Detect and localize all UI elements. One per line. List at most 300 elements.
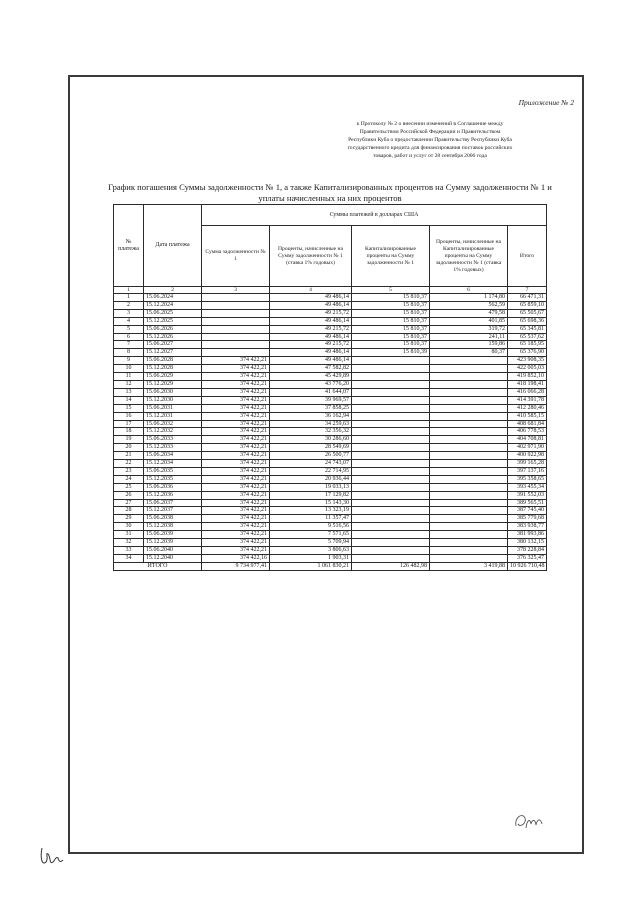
row-capitalized: 15 810,37 bbox=[352, 341, 430, 349]
schedule-title bbox=[100, 182, 560, 204]
header-amounts-group: Суммы платежей в долларах США bbox=[202, 205, 547, 226]
row-date: 15.12.2031 bbox=[144, 412, 202, 420]
row-debt: 374 422,21 bbox=[202, 539, 270, 547]
row-total: 410 585,15 bbox=[508, 412, 547, 420]
row-number: 1 bbox=[114, 294, 144, 302]
row-interest: 17 129,82 bbox=[270, 491, 352, 499]
row-total: 422 005,03 bbox=[508, 365, 547, 373]
row-number: 2 bbox=[114, 301, 144, 309]
header-debt: Сумма задолженности № 1 bbox=[202, 226, 270, 287]
row-number: 3 bbox=[114, 309, 144, 317]
header-total: Итого bbox=[508, 226, 547, 287]
row-total: 406 778,53 bbox=[508, 428, 547, 436]
row-number: 22 bbox=[114, 460, 144, 468]
row-date: 15.06.2026 bbox=[144, 325, 202, 333]
row-debt: 374 422,21 bbox=[202, 499, 270, 507]
row-date: 15.12.2036 bbox=[144, 491, 202, 499]
row-number: 4 bbox=[114, 317, 144, 325]
row-interest: 22 714,95 bbox=[270, 467, 352, 475]
row-capitalized: 15 810,37 bbox=[352, 301, 430, 309]
table-row bbox=[114, 460, 547, 468]
row-capitalized-interest bbox=[430, 428, 508, 436]
row-interest: 34 259,63 bbox=[270, 420, 352, 428]
row-date: 15.06.2027 bbox=[144, 341, 202, 349]
row-date: 15.12.2025 bbox=[144, 317, 202, 325]
row-interest: 32 356,32 bbox=[270, 428, 352, 436]
row-date: 15.12.2038 bbox=[144, 523, 202, 531]
row-total: 404 708,81 bbox=[508, 436, 547, 444]
row-total: 393 455,34 bbox=[508, 483, 547, 491]
row-total: 395 358,65 bbox=[508, 475, 547, 483]
row-capitalized-interest bbox=[430, 373, 508, 381]
row-debt: 374 422,21 bbox=[202, 491, 270, 499]
row-number: 30 bbox=[114, 523, 144, 531]
row-capitalized bbox=[352, 523, 430, 531]
totals-interest: 1 061 830,21 bbox=[270, 562, 352, 570]
table-row bbox=[114, 325, 547, 333]
row-number: 31 bbox=[114, 531, 144, 539]
row-debt: 374 422,21 bbox=[202, 380, 270, 388]
row-date: 15.06.2029 bbox=[144, 373, 202, 381]
row-date: 15.06.2038 bbox=[144, 515, 202, 523]
row-total: 399 165,28 bbox=[508, 460, 547, 468]
table-row bbox=[114, 428, 547, 436]
table-row bbox=[114, 388, 547, 396]
preamble-line: Правительством Российской Федерации и Правительством bbox=[359, 129, 501, 135]
preamble-line: к Протоколу № 2 о внесении изменений в Соглашение между bbox=[356, 121, 504, 127]
row-capitalized bbox=[352, 444, 430, 452]
row-number: 8 bbox=[114, 349, 144, 357]
row-number: 28 bbox=[114, 507, 144, 515]
row-capitalized bbox=[352, 436, 430, 444]
row-number: 11 bbox=[114, 373, 144, 381]
row-interest: 43 776,20 bbox=[270, 380, 352, 388]
row-debt bbox=[202, 349, 270, 357]
row-capitalized bbox=[352, 365, 430, 373]
row-total: 389 565,51 bbox=[508, 499, 547, 507]
row-debt: 374 422,21 bbox=[202, 547, 270, 555]
row-number: 26 bbox=[114, 491, 144, 499]
table-row bbox=[114, 420, 547, 428]
row-number: 10 bbox=[114, 365, 144, 373]
row-date: 15.06.2032 bbox=[144, 420, 202, 428]
table-row bbox=[114, 507, 547, 515]
row-debt: 374 422,21 bbox=[202, 475, 270, 483]
row-debt: 374 422,21 bbox=[202, 373, 270, 381]
row-total: 416 066,28 bbox=[508, 388, 547, 396]
table-row bbox=[114, 301, 547, 309]
row-interest: 39 969,57 bbox=[270, 396, 352, 404]
row-interest: 19 033,13 bbox=[270, 483, 352, 491]
totals-row bbox=[114, 562, 547, 570]
column-number-row bbox=[114, 287, 547, 294]
table-row bbox=[114, 475, 547, 483]
table-row bbox=[114, 309, 547, 317]
row-interest: 11 357,47 bbox=[270, 515, 352, 523]
row-number: 18 bbox=[114, 428, 144, 436]
row-number: 5 bbox=[114, 325, 144, 333]
table-row bbox=[114, 349, 547, 357]
row-interest: 3 806,63 bbox=[270, 547, 352, 555]
row-capitalized bbox=[352, 531, 430, 539]
row-number: 6 bbox=[114, 333, 144, 341]
row-total: 381 993,86 bbox=[508, 531, 547, 539]
row-debt: 374 422,21 bbox=[202, 452, 270, 460]
totals-capitalized: 126 482,98 bbox=[352, 562, 430, 570]
row-interest: 30 286,60 bbox=[270, 436, 352, 444]
row-capitalized-interest bbox=[430, 396, 508, 404]
row-date: 15.06.2033 bbox=[144, 436, 202, 444]
row-date: 15.06.2040 bbox=[144, 547, 202, 555]
row-date: 15.12.2024 bbox=[144, 301, 202, 309]
row-total: 380 132,15 bbox=[508, 539, 547, 547]
row-number: 17 bbox=[114, 420, 144, 428]
row-interest: 49 486,14 bbox=[270, 357, 352, 365]
row-capitalized: 15 810,37 bbox=[352, 333, 430, 341]
row-capitalized: 15 810,39 bbox=[352, 349, 430, 357]
schedule-body bbox=[114, 294, 547, 563]
row-capitalized bbox=[352, 388, 430, 396]
row-capitalized-interest bbox=[430, 412, 508, 420]
row-debt: 374 422,21 bbox=[202, 467, 270, 475]
row-capitalized bbox=[352, 373, 430, 381]
signature-initials bbox=[512, 808, 548, 834]
row-number: 7 bbox=[114, 341, 144, 349]
row-number: 13 bbox=[114, 388, 144, 396]
row-debt: 374 422,21 bbox=[202, 436, 270, 444]
row-capitalized bbox=[352, 412, 430, 420]
row-number: 16 bbox=[114, 412, 144, 420]
row-capitalized-interest bbox=[430, 539, 508, 547]
row-capitalized-interest: 479,58 bbox=[430, 309, 508, 317]
title-line: График погашения Суммы задолженности № 1, а также Капитализированных процентов на Сумму задолженности № 1 и bbox=[108, 182, 552, 192]
row-date: 15.06.2037 bbox=[144, 499, 202, 507]
row-capitalized-interest: 159,86 bbox=[430, 341, 508, 349]
row-debt: 374 422,21 bbox=[202, 507, 270, 515]
row-capitalized-interest bbox=[430, 380, 508, 388]
row-debt: 374 422,21 bbox=[202, 365, 270, 373]
preamble-line: товаров, работ и услуг от 28 сентября 2006 года bbox=[373, 153, 487, 159]
row-debt bbox=[202, 333, 270, 341]
row-number: 15 bbox=[114, 404, 144, 412]
row-total: 412 280,46 bbox=[508, 404, 547, 412]
row-debt bbox=[202, 325, 270, 333]
table-row bbox=[114, 483, 547, 491]
row-date: 15.12.2034 bbox=[144, 460, 202, 468]
appendix-label: Приложение № 2 bbox=[518, 98, 574, 107]
header-capitalized-interest: Проценты, начисленные на Капитализированные проценты на Сумму задолженности № 1 (ставка 1% годовых) bbox=[430, 226, 508, 287]
row-capitalized-interest bbox=[430, 357, 508, 365]
row-capitalized-interest bbox=[430, 491, 508, 499]
table-row bbox=[114, 515, 547, 523]
table-row bbox=[114, 294, 547, 302]
row-date: 15.12.2030 bbox=[144, 396, 202, 404]
row-interest: 41 644,07 bbox=[270, 388, 352, 396]
row-debt: 374 422,21 bbox=[202, 531, 270, 539]
row-capitalized-interest bbox=[430, 452, 508, 460]
row-debt: 374 422,21 bbox=[202, 444, 270, 452]
preamble-line: Республики Куба о предоставлении Правительству Республики Куба bbox=[348, 137, 512, 143]
table-row bbox=[114, 523, 547, 531]
row-interest: 37 858,25 bbox=[270, 404, 352, 412]
row-number: 19 bbox=[114, 436, 144, 444]
row-total: 65 376,90 bbox=[508, 349, 547, 357]
row-capitalized bbox=[352, 547, 430, 555]
row-number: 20 bbox=[114, 444, 144, 452]
row-total: 376 325,47 bbox=[508, 554, 547, 562]
table-row bbox=[114, 365, 547, 373]
table-row bbox=[114, 380, 547, 388]
row-number: 23 bbox=[114, 467, 144, 475]
row-number: 29 bbox=[114, 515, 144, 523]
row-total: 65 698,36 bbox=[508, 317, 547, 325]
row-capitalized bbox=[352, 396, 430, 404]
row-interest: 49 486,14 bbox=[270, 317, 352, 325]
row-interest: 49 486,14 bbox=[270, 301, 352, 309]
table-row bbox=[114, 357, 547, 365]
row-debt: 374 422,21 bbox=[202, 357, 270, 365]
row-total: 65 345,81 bbox=[508, 325, 547, 333]
row-capitalized bbox=[352, 380, 430, 388]
row-total: 66 471,31 bbox=[508, 294, 547, 302]
row-date: 15.12.2040 bbox=[144, 554, 202, 562]
row-capitalized-interest bbox=[430, 365, 508, 373]
row-date: 15.12.2027 bbox=[144, 349, 202, 357]
totals-debt: 9 734 977,41 bbox=[202, 562, 270, 570]
row-interest: 49 215,72 bbox=[270, 309, 352, 317]
row-debt: 374 422,21 bbox=[202, 515, 270, 523]
row-date: 15.06.2024 bbox=[144, 294, 202, 302]
table-row bbox=[114, 499, 547, 507]
table-row bbox=[114, 531, 547, 539]
row-interest: 49 486,14 bbox=[270, 333, 352, 341]
table-row bbox=[114, 444, 547, 452]
row-capitalized bbox=[352, 507, 430, 515]
totals-label: ИТОГО bbox=[114, 562, 202, 570]
row-capitalized bbox=[352, 467, 430, 475]
row-capitalized-interest bbox=[430, 499, 508, 507]
row-debt: 374 422,21 bbox=[202, 396, 270, 404]
row-date: 15.06.2031 bbox=[144, 404, 202, 412]
row-debt bbox=[202, 317, 270, 325]
table-row bbox=[114, 547, 547, 555]
row-number: 12 bbox=[114, 380, 144, 388]
preamble bbox=[330, 120, 530, 160]
row-capitalized-interest bbox=[430, 483, 508, 491]
row-number: 33 bbox=[114, 547, 144, 555]
row-interest: 45 429,89 bbox=[270, 373, 352, 381]
row-date: 15.12.2028 bbox=[144, 365, 202, 373]
row-interest: 49 486,14 bbox=[270, 349, 352, 357]
row-date: 15.12.2039 bbox=[144, 539, 202, 547]
row-date: 15.12.2035 bbox=[144, 475, 202, 483]
row-number: 9 bbox=[114, 357, 144, 365]
column-number: 4 bbox=[270, 287, 352, 294]
row-capitalized-interest bbox=[430, 547, 508, 555]
table-row bbox=[114, 436, 547, 444]
row-date: 15.06.2028 bbox=[144, 357, 202, 365]
row-debt bbox=[202, 341, 270, 349]
table-row bbox=[114, 554, 547, 562]
row-date: 15.12.2037 bbox=[144, 507, 202, 515]
row-total: 397 137,16 bbox=[508, 467, 547, 475]
row-capitalized-interest bbox=[430, 523, 508, 531]
row-date: 15.06.2036 bbox=[144, 483, 202, 491]
table-row bbox=[114, 373, 547, 381]
row-debt: 374 422,21 bbox=[202, 523, 270, 531]
column-number: 5 bbox=[352, 287, 430, 294]
row-total: 400 922,98 bbox=[508, 452, 547, 460]
row-debt: 374 422,21 bbox=[202, 404, 270, 412]
row-interest: 36 162,94 bbox=[270, 412, 352, 420]
table-row bbox=[114, 404, 547, 412]
row-capitalized-interest bbox=[430, 420, 508, 428]
row-capitalized-interest bbox=[430, 507, 508, 515]
table-row bbox=[114, 539, 547, 547]
row-total: 385 779,68 bbox=[508, 515, 547, 523]
row-total: 65 537,62 bbox=[508, 333, 547, 341]
row-capitalized-interest bbox=[430, 444, 508, 452]
row-total: 418 198,41 bbox=[508, 380, 547, 388]
row-number: 24 bbox=[114, 475, 144, 483]
row-capitalized bbox=[352, 428, 430, 436]
row-date: 15.12.2032 bbox=[144, 428, 202, 436]
header-payment-number: № платежа bbox=[114, 205, 144, 287]
row-number: 21 bbox=[114, 452, 144, 460]
row-interest: 9 516,56 bbox=[270, 523, 352, 531]
table-row bbox=[114, 467, 547, 475]
preamble-line: государственного кредита для финансирования поставок российских bbox=[347, 145, 513, 151]
row-interest: 1 903,31 bbox=[270, 554, 352, 562]
row-total: 65 505,67 bbox=[508, 309, 547, 317]
row-capitalized bbox=[352, 404, 430, 412]
row-number: 27 bbox=[114, 499, 144, 507]
table-row bbox=[114, 333, 547, 341]
row-total: 423 908,35 bbox=[508, 357, 547, 365]
table-row bbox=[114, 412, 547, 420]
header-payment-date: Дата платежа bbox=[144, 205, 202, 287]
row-capitalized bbox=[352, 483, 430, 491]
row-interest: 49 215,72 bbox=[270, 325, 352, 333]
row-interest: 24 743,07 bbox=[270, 460, 352, 468]
row-interest: 26 500,77 bbox=[270, 452, 352, 460]
row-interest: 28 549,69 bbox=[270, 444, 352, 452]
row-date: 15.12.2026 bbox=[144, 333, 202, 341]
row-capitalized-interest bbox=[430, 475, 508, 483]
row-interest: 5 709,94 bbox=[270, 539, 352, 547]
row-capitalized-interest: 319,72 bbox=[430, 325, 508, 333]
row-capitalized-interest: 562,59 bbox=[430, 301, 508, 309]
row-capitalized: 15 810,37 bbox=[352, 317, 430, 325]
row-interest: 20 936,44 bbox=[270, 475, 352, 483]
row-interest: 47 582,82 bbox=[270, 365, 352, 373]
row-total: 65 859,10 bbox=[508, 301, 547, 309]
row-total: 383 938,77 bbox=[508, 523, 547, 531]
row-date: 15.06.2035 bbox=[144, 467, 202, 475]
row-number: 32 bbox=[114, 539, 144, 547]
row-interest: 49 215,72 bbox=[270, 341, 352, 349]
row-capitalized-interest bbox=[430, 460, 508, 468]
row-debt bbox=[202, 309, 270, 317]
header-capitalized: Капитализированные проценты на Сумму задолженности № 1 bbox=[352, 226, 430, 287]
row-capitalized-interest: 401,85 bbox=[430, 317, 508, 325]
margin-signature bbox=[36, 840, 66, 870]
column-number: 1 bbox=[114, 287, 144, 294]
row-capitalized: 15 810,37 bbox=[352, 325, 430, 333]
row-total: 408 681,84 bbox=[508, 420, 547, 428]
row-number: 25 bbox=[114, 483, 144, 491]
payment-schedule-table bbox=[113, 204, 547, 571]
row-capitalized-interest bbox=[430, 531, 508, 539]
row-capitalized-interest bbox=[430, 467, 508, 475]
row-capitalized bbox=[352, 539, 430, 547]
header-interest: Проценты, начисленные на Сумму задолженности № 1 (ставка 1% годовых) bbox=[270, 226, 352, 287]
row-number: 34 bbox=[114, 554, 144, 562]
row-capitalized bbox=[352, 515, 430, 523]
table-row bbox=[114, 396, 547, 404]
row-debt bbox=[202, 301, 270, 309]
row-interest: 13 323,19 bbox=[270, 507, 352, 515]
row-debt bbox=[202, 294, 270, 302]
row-debt: 374 422,21 bbox=[202, 388, 270, 396]
table-row bbox=[114, 317, 547, 325]
row-interest: 7 571,65 bbox=[270, 531, 352, 539]
column-number: 6 bbox=[430, 287, 508, 294]
row-capitalized: 15 810,37 bbox=[352, 294, 430, 302]
row-capitalized bbox=[352, 452, 430, 460]
title-line: уплаты начисленных на них процентов bbox=[258, 193, 402, 203]
row-total: 414 391,78 bbox=[508, 396, 547, 404]
table-row bbox=[114, 452, 547, 460]
row-capitalized bbox=[352, 491, 430, 499]
row-debt: 374 422,21 bbox=[202, 420, 270, 428]
row-date: 15.12.2029 bbox=[144, 380, 202, 388]
row-capitalized bbox=[352, 357, 430, 365]
row-debt: 374 422,21 bbox=[202, 428, 270, 436]
column-number: 3 bbox=[202, 287, 270, 294]
row-capitalized bbox=[352, 460, 430, 468]
row-capitalized-interest bbox=[430, 388, 508, 396]
row-total: 419 852,10 bbox=[508, 373, 547, 381]
row-number: 14 bbox=[114, 396, 144, 404]
table-row bbox=[114, 341, 547, 349]
row-capitalized bbox=[352, 499, 430, 507]
row-capitalized bbox=[352, 475, 430, 483]
row-date: 15.06.2034 bbox=[144, 452, 202, 460]
row-debt: 374 422,21 bbox=[202, 483, 270, 491]
row-capitalized-interest: 1 174,80 bbox=[430, 294, 508, 302]
row-date: 15.06.2025 bbox=[144, 309, 202, 317]
row-total: 378 228,84 bbox=[508, 547, 547, 555]
row-total: 391 552,03 bbox=[508, 491, 547, 499]
row-capitalized bbox=[352, 420, 430, 428]
table-row bbox=[114, 491, 547, 499]
row-interest: 49 486,14 bbox=[270, 294, 352, 302]
row-total: 387 745,40 bbox=[508, 507, 547, 515]
totals-capitalized-interest: 3 419,88 bbox=[430, 562, 508, 570]
row-capitalized-interest: 241,11 bbox=[430, 333, 508, 341]
row-capitalized-interest bbox=[430, 436, 508, 444]
row-capitalized bbox=[352, 554, 430, 562]
row-capitalized-interest bbox=[430, 515, 508, 523]
row-capitalized-interest bbox=[430, 554, 508, 562]
row-debt: 374 422,21 bbox=[202, 412, 270, 420]
row-capitalized-interest: 80,37 bbox=[430, 349, 508, 357]
row-total: 402 971,90 bbox=[508, 444, 547, 452]
row-debt: 374 422,21 bbox=[202, 460, 270, 468]
row-interest: 15 143,30 bbox=[270, 499, 352, 507]
row-capitalized: 15 810,37 bbox=[352, 309, 430, 317]
